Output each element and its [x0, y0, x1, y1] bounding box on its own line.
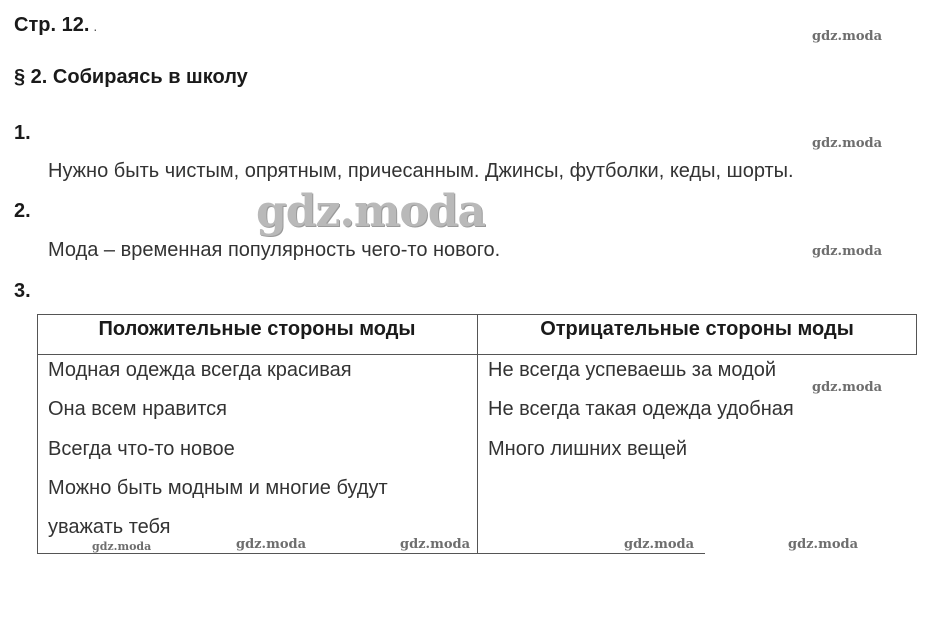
pros-cons-table	[37, 314, 917, 554]
table-left-border	[37, 314, 38, 554]
task-2-number: 2.	[14, 200, 31, 222]
positive-item: уважать тебя	[48, 516, 171, 538]
watermark: gdz.moda	[92, 540, 152, 553]
table-column-divider	[477, 314, 478, 554]
positive-item: Она всем нравится	[48, 398, 227, 420]
positive-item: Можно быть модным и многие будут	[48, 477, 388, 499]
page-reference-mark: .	[93, 18, 98, 34]
watermark: gdz.moda	[812, 244, 883, 259]
watermark: gdz.moda	[812, 29, 883, 44]
page-reference	[14, 14, 97, 37]
watermark-large: gdz.moda	[256, 186, 486, 237]
task-1-number: 1.	[14, 122, 31, 144]
task-3-number: 3.	[14, 280, 31, 302]
negative-item: Много лишних вещей	[488, 438, 688, 460]
watermark: gdz.moda	[624, 537, 695, 552]
watermark: gdz.moda	[236, 537, 307, 552]
watermark: gdz.moda	[400, 537, 471, 552]
header-positive: Положительные стороны моды	[98, 318, 416, 340]
positive-item: Всегда что-то новое	[48, 438, 235, 460]
page-reference-text: Стр. 12.	[14, 14, 90, 36]
task-1-answer: Нужно быть чистым, опрятным, причесанным. Джинсы, футболки, кеды, шорты.	[48, 160, 794, 182]
table-bottom-border	[37, 553, 705, 554]
watermark: gdz.moda	[812, 136, 883, 151]
positive-item: Модная одежда всегда красивая	[48, 359, 352, 381]
watermark: gdz.moda	[812, 380, 883, 395]
header-negative: Отрицательные стороны моды	[540, 318, 854, 340]
watermark: gdz.moda	[788, 537, 859, 552]
task-2-answer: Мода – временная популярность чего-то нового.	[48, 239, 501, 261]
section-title: § 2. Собираясь в школу	[14, 66, 248, 88]
negative-item: Не всегда такая одежда удобная	[488, 398, 794, 420]
negative-item: Не всегда успеваешь за модой	[488, 359, 777, 381]
